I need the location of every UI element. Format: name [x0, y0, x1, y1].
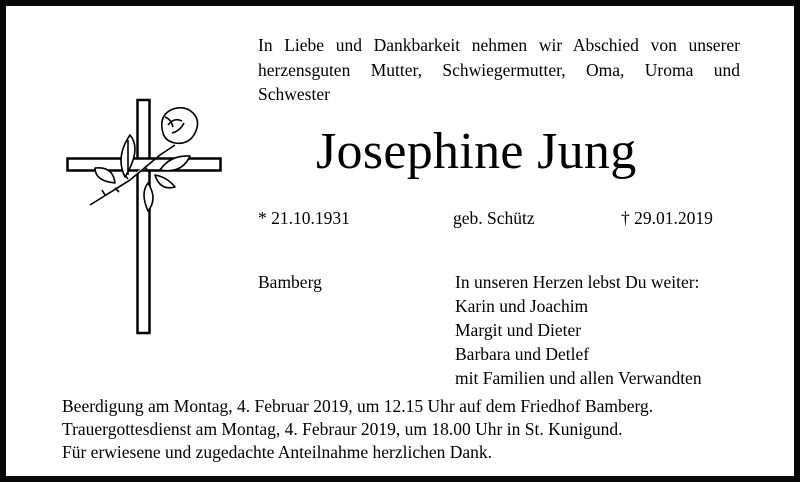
service-line: Trauergottesdienst am Montag, 4. Febraur 2019, um 18.00 Uhr in St. Kunigund. [62, 419, 623, 439]
mourner-entry: mit Familien und allen Verwandten [455, 368, 702, 388]
intro-line: herzensguten Mutter, Schwiegermutter, Oma, Uroma und [258, 59, 740, 80]
deceased-name: Josephine Jung [316, 123, 637, 180]
mourners-heading: In unseren Herzen lebst Du weiter: [455, 272, 700, 292]
mourners-list [455, 270, 702, 390]
mourner-entry: Margit und Dieter [455, 320, 582, 340]
intro-line: Schwester [258, 84, 330, 104]
funeral-line: Beerdigung am Montag, 4. Februar 2019, um 12.15 Uhr auf dem Friedhof Bamberg. [62, 396, 654, 416]
mourner-entry: Karin und Joachim [455, 296, 589, 316]
intro-line: In Liebe und Dankbarkeit nehmen wir Abschied von unserer [258, 35, 740, 55]
thanks-line: Für erwiesene und zugedachte Anteilnahme herzlichen Dank. [62, 442, 493, 462]
death-date: † 29.01.2019 [621, 208, 713, 228]
mourner-entry: Barbara und Detlef [455, 344, 590, 364]
maiden-name: geb. Schütz [453, 208, 535, 228]
cross-with-rose-icon [60, 95, 230, 340]
intro-text [258, 33, 740, 107]
place: Bamberg [258, 272, 322, 292]
funeral-info [62, 395, 653, 464]
birth-date: * 21.10.1931 [258, 208, 350, 228]
